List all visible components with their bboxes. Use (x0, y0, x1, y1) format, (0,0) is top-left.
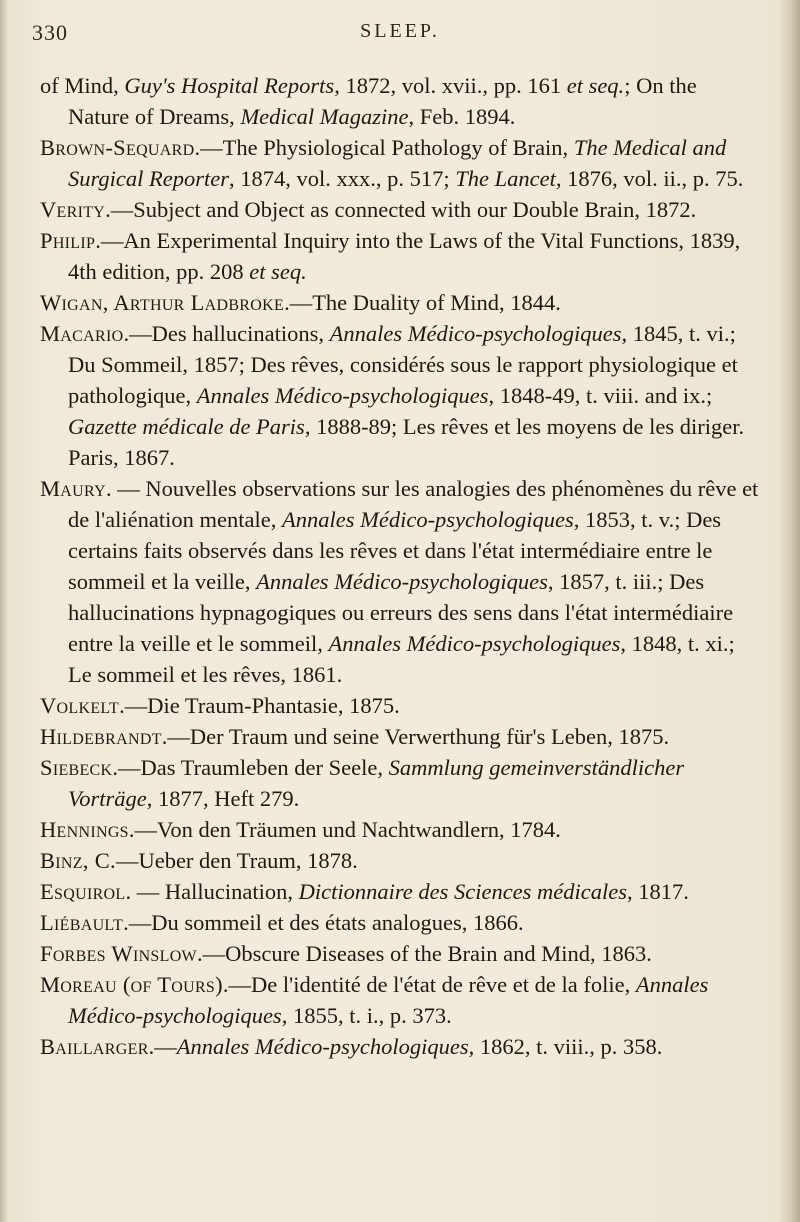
bibliography-entry (40, 690, 760, 721)
entry-text: of Mind, (40, 73, 125, 98)
entry-text: , 1855, t. i., p. 373. (281, 1003, 452, 1028)
entry-author: Liébault (40, 910, 124, 935)
entry-publication-title: Annales Médico-psychologiques (256, 569, 548, 594)
entry-publication-title: Annales Médico-psychologiques (196, 383, 489, 408)
bibliography-entry (40, 1031, 760, 1062)
entry-text: . — Nouvelles observations sur les analogies des phénomènes du rêve et de l'aliénation mentale, (68, 476, 759, 532)
page-number: 330 (32, 20, 68, 45)
entry-text: .—The Duality of Mind, 1844. (284, 290, 561, 315)
bibliography-entry (40, 132, 760, 194)
bibliography-list (40, 70, 760, 1062)
entry-publication-title: et seq. (249, 259, 307, 284)
entry-text: . — Hallucination, (125, 879, 299, 904)
entry-text: .—Die Traum-Phantasie, 1875. (119, 693, 400, 718)
bibliography-entry (40, 969, 760, 1031)
entry-publication-title: Guy's Hospital Reports (124, 73, 335, 98)
entry-author: Baillarger (40, 1034, 149, 1059)
entry-author: Esquirol (40, 879, 126, 904)
entry-publication-title: The Medical and Surgical Reporter (68, 135, 727, 191)
entry-text: , 1845, t. vi.; Du Sommeil, 1857; Des rêves, considérés sous le rapport physiologique et pathologique, (68, 321, 738, 408)
bibliography-entry (40, 814, 760, 845)
entry-text: .—Obscure Diseases of the Brain and Mind, 1863. (196, 941, 652, 966)
bibliography-entry (40, 938, 760, 969)
entry-publication-title: Dictionnaire des Sciences médicales (298, 879, 628, 904)
entry-publication-title: Annales Médico-psychologiques (281, 507, 574, 532)
entry-text: .—An Experimental Inquiry into the Laws of the Vital Functions, 1839, 4th edition, pp. 208 (68, 228, 741, 284)
bibliography-entry (40, 318, 760, 473)
entry-text: .—Das Traumleben der Seele, (112, 755, 389, 780)
entry-text: ; On the Nature of Dreams, (68, 73, 697, 129)
entry-text: —Ueber den Traum, 1878. (115, 848, 358, 873)
entry-text: , 1848-49, t. viii. and ix.; (488, 383, 713, 408)
bibliography-entry (40, 721, 760, 752)
entry-publication-title: Medical Magazine (240, 104, 409, 129)
entry-text: , 1874, vol. xxx., p. 517; (229, 166, 456, 191)
entry-text: .—Von den Träumen und Nachtwandlern, 1784. (128, 817, 561, 842)
entry-author: Brown-Sequard (40, 135, 195, 160)
entry-author: Siebeck (40, 755, 113, 780)
entry-text: , 1888-89; Les rêves et les moyens de les diriger. Paris, 1867. (68, 414, 745, 470)
entry-text: , 1877, Heft 279. (146, 786, 300, 811)
entry-text: .—De l'identité de l'état de rêve et de la folie, (222, 972, 636, 997)
entry-publication-title: Annales Médico-psychologiques (328, 631, 621, 656)
bibliography-entry (40, 287, 760, 318)
entry-author: Maury (40, 476, 106, 501)
entry-text: , 1876, vol. ii., p. 75. (555, 166, 744, 191)
entry-text: , 1872, vol. xvii., pp. 161 (334, 73, 567, 98)
entry-text: , 1857, t. iii.; Des hallucinations hypnagogiques ou erreurs des sens dans l'état intermédiaire entre la veille et le sommeil, (68, 569, 734, 656)
entry-author: Wigan, Arthur Ladbroke (40, 290, 285, 315)
entry-publication-title: Sammlung gemeinverständlicher Vorträge (68, 755, 685, 811)
entry-author: Macario (40, 321, 124, 346)
bibliography-entry (40, 225, 760, 287)
entry-text: .—Der Traum und seine Verwerthung für's Leben, 1875. (161, 724, 670, 749)
entry-text: .—The Physiological Pathology of Brain, (194, 135, 574, 160)
bibliography-entry (40, 473, 760, 690)
entry-author: Binz, C. (40, 848, 116, 873)
entry-author: Verity (40, 197, 106, 222)
entry-author: Hildebrandt (40, 724, 162, 749)
entry-author: Volkelt (40, 693, 120, 718)
page-gutter-shadow (0, 0, 8, 1222)
entry-text: , 1862, t. viii., p. 358. (468, 1034, 663, 1059)
entry-publication-title: et seq. (566, 73, 625, 98)
entry-author: Moreau (of Tours) (40, 972, 223, 997)
bibliography-entry (40, 876, 760, 907)
entry-publication-title: Annales Médico-psychologiques (68, 972, 709, 1028)
entry-text: .— (148, 1034, 177, 1059)
bibliography-entry (40, 845, 760, 876)
entry-text: .—Subject and Object as connected with our Double Brain, 1872. (105, 197, 697, 222)
entry-text: , 1853, t. v.; Des certains faits observés dans les rêves et dans l'état intermédiaire entre le sommeil et la veille, (68, 507, 722, 594)
entry-author: Hennings (40, 817, 129, 842)
entry-publication-title: Annales Médico-psychologiques (176, 1034, 469, 1059)
bibliography-entry (40, 752, 760, 814)
entry-text: .—Des hallucinations, (123, 321, 330, 346)
bibliography-entry (40, 70, 760, 132)
bibliography-entry (40, 194, 760, 225)
entry-publication-title: The Lancet (455, 166, 556, 191)
page-header (0, 20, 800, 60)
entry-text: , 1817. (627, 879, 689, 904)
entry-author: Philip (40, 228, 96, 253)
page-edge-shadow (778, 0, 800, 1222)
bibliography-entry (40, 907, 760, 938)
entry-publication-title: Annales Médico-psychologiques (329, 321, 622, 346)
entry-author: Forbes Winslow (40, 941, 197, 966)
entry-text: .—Du sommeil et des états analogues, 1866. (123, 910, 524, 935)
entry-publication-title: Gazette médicale de Paris (68, 414, 305, 439)
entry-text: , 1848, t. xi.; Le sommeil et les rêves, 1861. (68, 631, 735, 687)
entry-text: , Feb. 1894. (408, 104, 516, 129)
running-head: SLEEP. (360, 20, 440, 42)
